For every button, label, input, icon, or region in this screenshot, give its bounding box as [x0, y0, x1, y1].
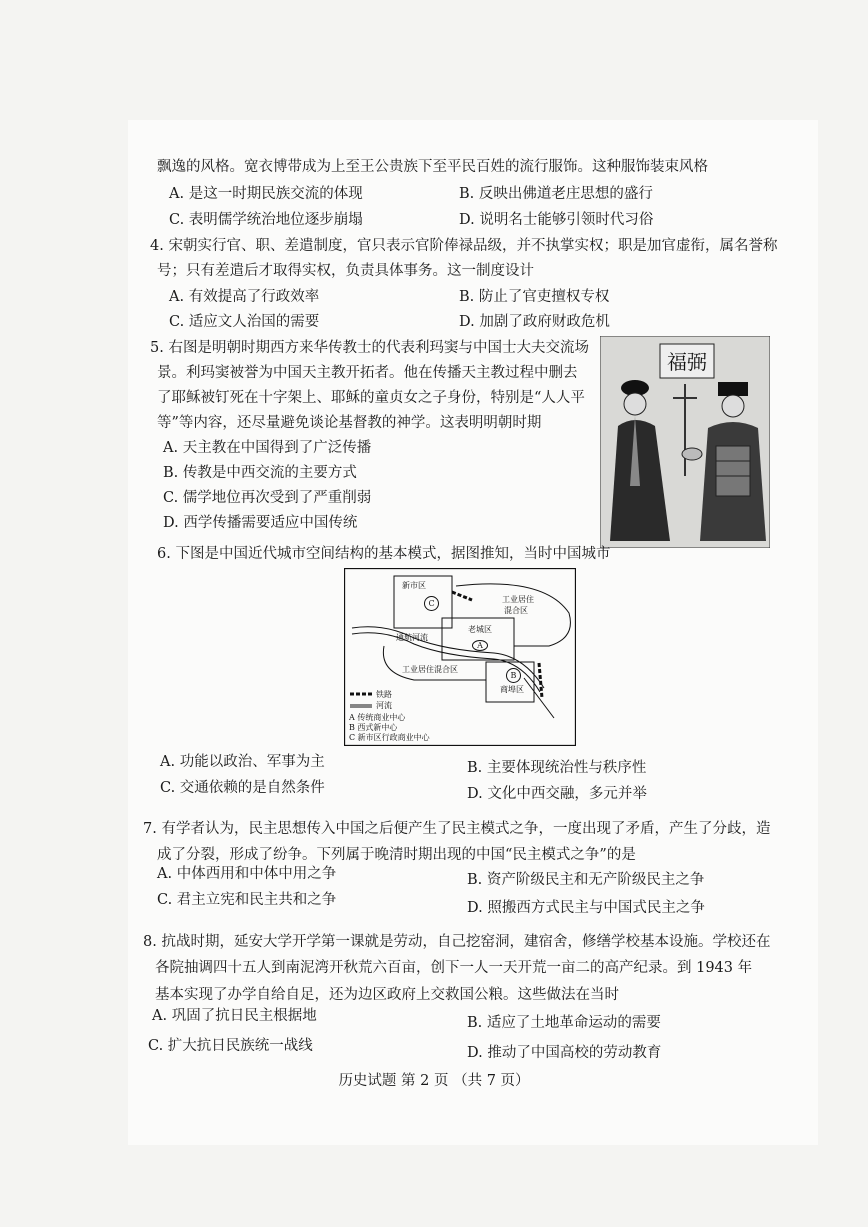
q8-stem-2: 各院抽调四十五人到南泥湾开秋荒六百亩，创下一人一天开荒一亩二的高产纪录。到 1943 年: [155, 960, 753, 976]
q7-option-b[interactable]: B. 资产阶级民主和无产阶级民主之争: [467, 872, 705, 888]
map-marker-a: A: [472, 640, 488, 651]
q3-option-b[interactable]: B. 反映出佛道老庄思想的盛行: [459, 186, 653, 202]
q7-stem-1: 7. 有学者认为，民主思想传入中国之后便产生了民主模式之争，一度出现了矛盾，产生了分歧，造: [143, 821, 771, 837]
map-label-port-district: 商埠区: [500, 685, 524, 694]
city-structure-map: [344, 568, 576, 746]
q4-option-a[interactable]: A. 有效提高了行政效率: [169, 289, 320, 305]
map-legend-river: 河流: [376, 701, 392, 710]
q7-option-a[interactable]: A. 中体西用和中体中用之争: [157, 866, 337, 882]
q8-option-b[interactable]: B. 适应了土地革命运动的需要: [467, 1015, 661, 1031]
q3-option-d[interactable]: D. 说明名士能够引领时代习俗: [459, 212, 654, 228]
banner-text: 福弼: [667, 350, 707, 374]
q4-stem-2: 号；只有差遣后才取得实权，负责具体事务。这一制度设计: [157, 263, 534, 279]
q5-option-c[interactable]: C. 儒学地位再次受到了严重削弱: [163, 490, 372, 506]
q5-option-d[interactable]: D. 西学传播需要适应中国传统: [163, 515, 358, 531]
q8-stem-3: 基本实现了办学自给自足，还为边区政府上交救国公粮。这些做法在当时: [155, 987, 619, 1003]
map-label-industrial-mixed-1b: 混合区: [504, 606, 528, 615]
ricci-illustration: [600, 336, 770, 548]
q5-option-b[interactable]: B. 传教是中西交流的主要方式: [163, 465, 357, 481]
q5-option-a[interactable]: A. 天主教在中国得到了广泛传播: [163, 440, 372, 456]
q4-stem-1: 4. 宋朝实行官、职、差遣制度，官只表示官阶俸禄品级，并不执掌实权；职是加官虚衔，属名誉称: [150, 238, 778, 254]
q4-option-d[interactable]: D. 加剧了政府财政危机: [459, 314, 610, 330]
q4-option-c[interactable]: C. 适应文人治国的需要: [169, 314, 320, 330]
map-legend-b: B 西式新中心: [349, 723, 398, 732]
map-label-industrial-mixed-1a: 工业居住: [502, 595, 534, 604]
q7-stem-2: 成了分裂，形成了纷争。下列属于晚清时期出现的中国“民主模式之争”的是: [157, 847, 636, 863]
q3-option-a[interactable]: A. 是这一时期民族交流的体现: [169, 186, 363, 202]
q7-option-d[interactable]: D. 照搬西方式民主与中国式民主之争: [467, 900, 705, 916]
q6-option-a[interactable]: A. 功能以政治、军事为主: [160, 754, 325, 770]
q3-stem: 飘逸的风格。宽衣博带成为上至王公贵族下至平民百姓的流行服饰。这种服饰装束风格: [157, 159, 708, 175]
map-legend-c: C 新市区行政商业中心: [349, 733, 430, 742]
q5-stem-1: 5. 右图是明朝时期西方来华传教士的代表利玛窦与中国士大夫交流场: [150, 340, 589, 356]
page-footer: 历史试题 第 2 页 （共 7 页）: [338, 1073, 530, 1089]
q6-stem: 6. 下图是中国近代城市空间结构的基本模式，据图推知，当时中国城市: [157, 546, 611, 562]
q8-stem-1: 8. 抗战时期，延安大学开学第一课就是劳动，自己挖窑洞，建宿舍，修缮学校基本设施。学校还在: [143, 934, 771, 950]
q5-stem-2: 景。利玛窦被誉为中国天主教开拓者。他在传播天主教过程中删去: [157, 365, 578, 381]
map-legend-a: A 传统商业中心: [349, 713, 406, 722]
map-label-canal: 通航河流: [396, 633, 428, 642]
q6-option-b[interactable]: B. 主要体现统治性与秩序性: [467, 760, 647, 776]
q7-option-c[interactable]: C. 君主立宪和民主共和之争: [157, 892, 337, 908]
map-label-industrial-mixed-2: 工业居住混合区: [402, 665, 458, 674]
q3-option-c[interactable]: C. 表明儒学统治地位逐步崩塌: [169, 212, 363, 228]
q6-option-d[interactable]: D. 文化中西交融，多元并举: [467, 786, 647, 802]
q5-stem-4: 等”等内容，还尽量避免谈论基督教的神学。这表明明朝时期: [157, 415, 542, 431]
q5-stem-3: 了耶稣被钉死在十字架上、耶稣的童贞女之子身份，特别是“人人平: [157, 390, 585, 406]
q4-option-b[interactable]: B. 防止了官吏擅权专权: [459, 289, 610, 305]
q6-option-c[interactable]: C. 交通依赖的是自然条件: [160, 780, 325, 796]
map-label-new-district: 新市区: [402, 581, 426, 590]
map-label-old-city: 老城区: [468, 625, 492, 634]
q8-option-a[interactable]: A. 巩固了抗日民主根据地: [152, 1008, 317, 1024]
q8-option-d[interactable]: D. 推动了中国高校的劳动教育: [467, 1045, 662, 1061]
map-legend-railway: 铁路: [376, 690, 392, 699]
map-marker-b: B: [506, 668, 521, 683]
q8-option-c[interactable]: C. 扩大抗日民族统一战线: [148, 1038, 313, 1054]
map-marker-c: C: [424, 596, 439, 611]
